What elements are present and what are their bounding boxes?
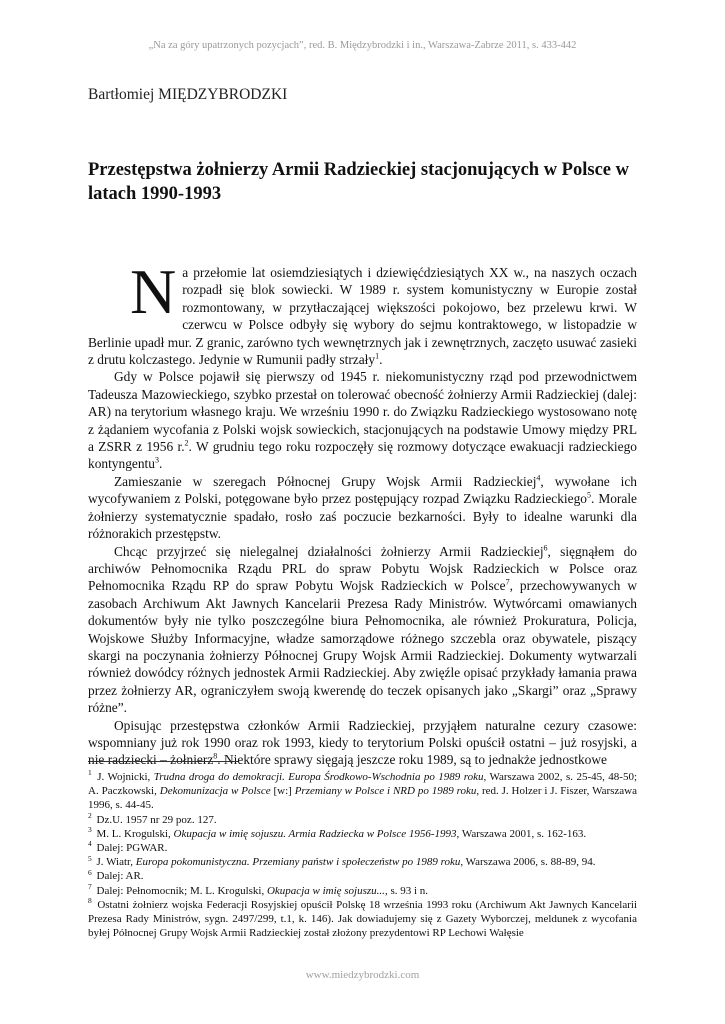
footnote-1-title-3: Przemiany w Polsce i NRD po 1989 roku: [294, 785, 477, 798]
footnote-5-a: J. Wiatr,: [96, 856, 136, 869]
footnote-7: [88, 881, 637, 898]
footer-url[interactable]: www.miedzybrodzki.com: [305, 969, 420, 981]
paragraph-5-text-a: Opisując przestępstwa członków Armii Radzieckiej, przyjąłem naturalne cezury czasowe: wspomniany już rok 1990 oraz rok 1993, kiedy to terytorium Polski opuścił ostatni – już rosyjski, a nie radziecki – żołnierz: [88, 717, 637, 768]
footnote-8: [88, 898, 637, 941]
footnote-3-b: , Warszawa 2001, s. 162-163.: [456, 827, 587, 840]
footnote-2-text: Dz.U. 1957 nr 29 poz. 127.: [96, 813, 217, 826]
footnote-2-number: 2: [88, 810, 92, 820]
footnote-7-title: Okupacja w imię sojuszu...: [266, 884, 385, 897]
footnote-1-d: [w:]: [270, 785, 295, 798]
footnote-1-a: J. Wojnicki,: [97, 771, 154, 783]
running-head: „Na za góry upatrzonych pozycjach”, red. B. Międzybrodzki i in., Warszawa-Zabrze 2011, s. 433-442: [148, 40, 577, 51]
footnote-4: [88, 841, 637, 855]
footnote-7-b: , s. 93 i n.: [384, 884, 429, 897]
paragraph-1-text: a przełomie lat osiemdziesiątych i dziewięćdziesiątych XX w., na naszych oczach rozpadł się blok sowiecki. W 1989 r. system komunistyczny w Europie został rozmontowany, w przytłaczającej większości pokojowo, bez przelewu krwi. W czerwcu w Polsce odbyły się wybory do sejmu kontraktowego, w listopadzie w Berlinie upadł mur. Z granic, zarówno tych wewnętrznych jak i zewnętrznych, zaczęto usuwać zasieki z drutu kolczastego. Jedynie w Rumunii padły strzały: [88, 265, 637, 368]
footnote-1-title-1: Trudna droga do demokracji. Europa Środkowo-Wschodnia po 1989 roku: [153, 771, 484, 783]
footnote-1-c: A. Paczkowski,: [88, 785, 160, 798]
drop-cap: N: [130, 256, 177, 327]
paragraph-2-end: .: [158, 456, 163, 472]
footnote-3-number: 3: [88, 825, 92, 835]
footnote-4-number: 4: [88, 839, 92, 849]
footnote-2: [88, 810, 637, 827]
footnote-1-number: 1: [88, 768, 92, 778]
footnote-ref-4[interactable]: 4: [536, 473, 541, 483]
paragraph-4-text-b: , sięgnąłem do archiwów Pełnomocnika Rządu PRL do spraw Pobytu Wojsk Radzieckich w Polsce oraz Pełnomocnika Rządu RP do spraw Pobytu Wojsk Radzieckich w Polsce: [88, 543, 637, 594]
footnote-5-title: Europa pokomunistyczna. Przemiany państw i społeczeństw po 1989 roku: [135, 856, 461, 869]
footnote-8-text: Ostatni żołnierz wojska Federacji Rosyjskiej opuścił Polskę 18 września 1993 roku (Archiwum Akt Jawnych Kancelarii Prezesa Rady Ministrów, sygn. 2497/299, t.1, k. 146). Jak dowiadujemy się z Gazety Wyborczej, meldunek z wycofania byłej Północnej Grupy Wojsk Armii Radzieckiej został złożony prezydentowi RP Lechowi Wałęsie: [88, 898, 638, 940]
article-title: Przestępstwa żołnierzy Armii Radzieckiej stacjonujących w Polsce w latach 1990-1993: [88, 160, 629, 204]
footnotes: [88, 770, 637, 940]
footnote-1-title-2: Dekomunizacja w Polsce: [159, 785, 271, 798]
footnote-1: [88, 770, 637, 813]
paragraph-1: [88, 256, 637, 368]
footnote-7-a: Dalej: Pełnomocnik; M. L. Krogulski,: [96, 884, 267, 897]
paragraph-3-text-a: Zamieszanie w szeregach Północnej Grupy Wojsk Armii Radzieckiej: [114, 473, 537, 489]
paragraph-4: [88, 543, 637, 717]
paragraph-5-text-b: . Niektóre sprawy sięgają jeszcze roku 1989, są to jednakże jednostkowe: [217, 752, 607, 768]
author-name: Bartłomiej MIĘDZYBRODZKI: [88, 86, 288, 103]
footnote-8-number: 8: [88, 896, 92, 906]
footnote-3: [88, 827, 637, 841]
paragraph-2-text-b: . W grudniu tego roku rozpoczęły się rozmowy dotyczące ewakuacji radzieckiego kontyngentu: [88, 439, 637, 472]
footnote-ref-3[interactable]: 3: [154, 456, 159, 465]
footnote-1-b: , Warszawa 2002, s. 25-45, 48-50;: [483, 771, 638, 783]
article-body: [88, 256, 638, 769]
paragraph-2-text-a: Gdy w Polsce pojawił się pierwszy od 1945 r. niekomunistyczny rząd pod przewodnictwem Tadeusza Mazowieckiego, szybko przestał on tolerować obecność żołnierzy Armii Radzieckiej (dalej: AR) na terytorium własnego kraju. We wrześniu 1990 r. do Związku Radzieckiego wystosowano notę z żądaniem wycofania z Polski wojsk sowieckich, stacjonujących na podstawie Umowy między PRL a ZSRR z 1956 r.: [88, 369, 637, 455]
paragraph-2: [88, 368, 637, 472]
paragraph-3-text-b: , wywołane ich wycofywaniem z Polski, potęgowane było przez postępujący rozpad Związku Radzieckiego: [88, 473, 638, 507]
footnote-ref-6[interactable]: 6: [543, 543, 548, 553]
footnote-ref-1[interactable]: 1: [375, 351, 380, 361]
paragraph-1-end: .: [379, 352, 383, 368]
footnote-5-b: , Warszawa 2006, s. 88-89, 94.: [460, 856, 596, 869]
paragraph-4-text-a: Chcąc przyjrzeć się nielegalnej działalności żołnierzy Armii Radzieckiej: [114, 543, 544, 559]
footnote-6: [88, 869, 637, 883]
footnote-ref-7[interactable]: 7: [505, 577, 510, 587]
footnote-6-number: 6: [88, 867, 92, 877]
footnote-1-e: , red. J. Holzer i J. Fiszer, Warszawa 1996, s. 44-45.: [88, 785, 637, 812]
footnote-ref-5[interactable]: 5: [586, 490, 591, 500]
footnote-6-text: Dalej: AR.: [96, 870, 144, 883]
footnote-separator: [88, 761, 238, 762]
paragraph-3: [88, 473, 637, 543]
footnote-4-text: Dalej: PGWAR.: [96, 842, 168, 855]
footnote-3-title: Okupacja w imię sojuszu. Armia Radziecka w Polsce 1956-1993: [173, 827, 457, 840]
paragraph-3-text-c: . Morale żołnierzy systematycznie spadało, rosło zaś poczucie bezkarności. Były to idealne warunki dla różnorakich przestępstw.: [88, 491, 637, 542]
footnote-5-number: 5: [88, 853, 92, 863]
footnote-ref-8[interactable]: 8: [213, 751, 218, 761]
paragraph-4-text-c: , przechowywanych w zasobach Archiwum Akt Jawnych Kancelarii Prezesa Rady Ministrów. Wytwórcami omawianych dokumentów były nie tylko poszczególne biura Pełnomocnika, ale również Prokuratura, Policja, Wojskowe Służby Informacyjne, władze samorządowe różnego szczebla oraz obywatele, piszący skargi na poczynania żołnierzy Północnej Grupy Wojsk Armii Radzieckiej. Dokumenty wytwarzali również dowódcy różnych jednostek Armii Radzieckiej. Aby zwięźle opisać przykłady łamania prawa przez żołnierzy AR, ograniczyłem swoją kwerendę do teczek opisanych jako „Skargi” oraz „Sprawy różne”.: [88, 578, 637, 716]
footnote-7-number: 7: [88, 881, 92, 891]
footnote-3-a: M. L. Krogulski,: [96, 827, 174, 840]
footnote-5: [88, 855, 637, 869]
footnote-ref-2[interactable]: 2: [184, 438, 189, 448]
